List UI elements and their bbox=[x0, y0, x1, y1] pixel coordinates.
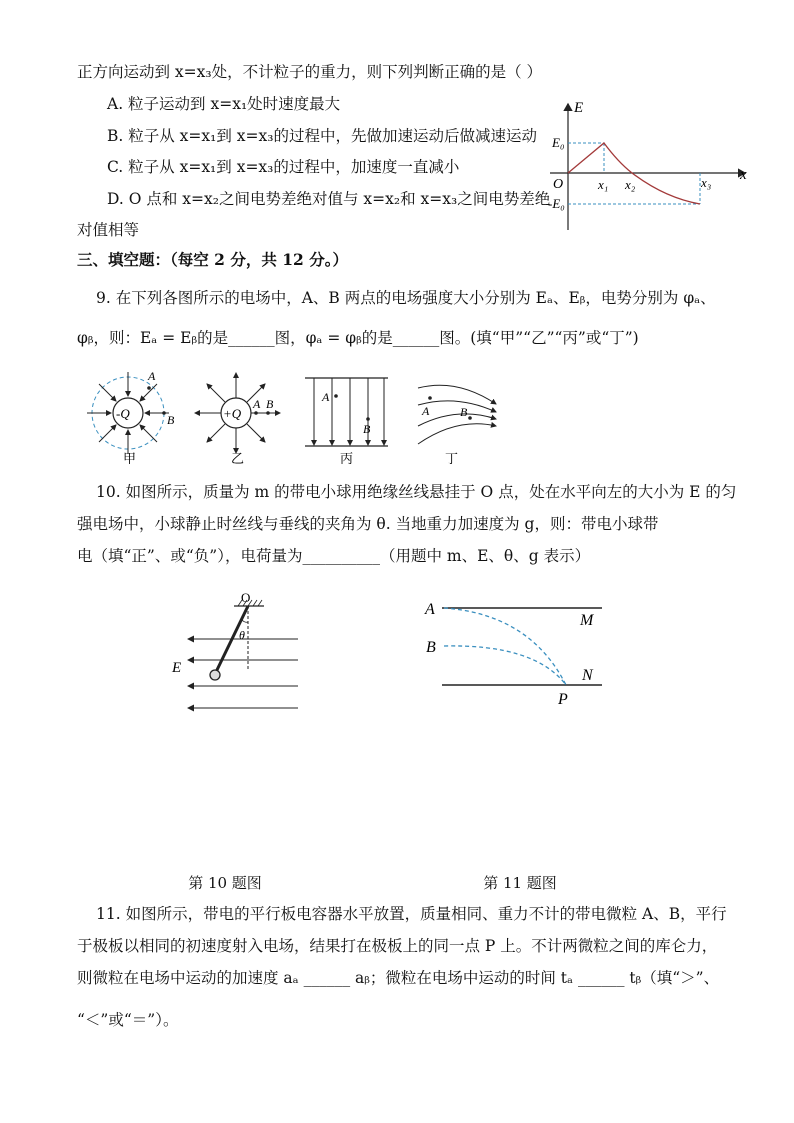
e0-label: E₀ bbox=[552, 135, 565, 150]
section-heading: 三、填空题：（每空 2 分，共 12 分。） bbox=[77, 250, 348, 269]
jia-caption: 甲 bbox=[123, 451, 137, 464]
neg-e0-label: -E₀ bbox=[548, 196, 565, 211]
jia-point-b: B bbox=[167, 413, 175, 427]
q8-option-c: C. 粒子从 x=x₁到 x=x₃的过程中，加速度一直减小 bbox=[107, 158, 460, 176]
bing-point-a: A bbox=[322, 390, 330, 404]
q8-stem-end: 正方向运动到 x=x₃处，不计粒子的重力，则下列判断正确的是（ ） bbox=[77, 63, 543, 81]
ding-point-a: A bbox=[422, 404, 430, 418]
pendulum-figure bbox=[168, 592, 308, 717]
jia-point-a: A bbox=[148, 369, 156, 383]
e-x-graph bbox=[540, 100, 755, 235]
fig-jia bbox=[85, 368, 175, 464]
x3-label: x₃ bbox=[701, 175, 712, 190]
bing-caption: 丙 bbox=[340, 451, 354, 464]
q8-option-b: B. 粒子从 x=x₁到 x=x₃的过程中，先做加速运动后做减速运动 bbox=[107, 127, 537, 145]
q11-line1: 11. 如图所示，带电的平行板电容器水平放置，质量相同、重力不计的带电微粒 A、B，平行 bbox=[96, 905, 727, 923]
plate-m-label: M bbox=[580, 612, 594, 629]
plate-n-label: N bbox=[582, 667, 593, 684]
x1-label: x₁ bbox=[598, 177, 609, 192]
charged-ball bbox=[210, 670, 220, 680]
point-p-label: P bbox=[558, 691, 568, 708]
point-b-label: B bbox=[426, 639, 436, 656]
fig10-caption: 第 10 题图 bbox=[188, 874, 262, 892]
origin-label: O bbox=[553, 177, 564, 192]
bing-point-b: B bbox=[363, 422, 371, 436]
q9-line2: φᵦ，则：Eₐ = Eᵦ的是______图，φₐ = φᵦ的是______图。(填“甲”“乙”“丙”或“丁”) bbox=[77, 329, 639, 347]
yi-point-b: B bbox=[266, 397, 274, 411]
capacitor-figure bbox=[420, 592, 610, 712]
q10-line3: 电（填“正”、或“负”），电荷量为__________（用题中 m、E、θ、g 表示） bbox=[77, 547, 591, 565]
q11-line2: 于极板以相同的初速度射入电场，结果打在极板上的同一点 P 上。不计两微粒之间的库仑力， bbox=[77, 937, 718, 955]
y-axis-label: E bbox=[574, 100, 584, 116]
theta-label: θ bbox=[239, 628, 245, 642]
fig-yi bbox=[190, 368, 285, 464]
q8-option-a: A. 粒子运动到 x=x₁处时速度最大 bbox=[107, 95, 341, 113]
q11-line3: 则微粒在电场中运动的加速度 aₐ ______ aᵦ；微粒在电场中运动的时间 tₐ ______ tᵦ（填“＞”、 bbox=[77, 969, 720, 987]
fig-ding bbox=[412, 372, 502, 464]
q8-option-d-cont: 对值相等 bbox=[77, 221, 140, 239]
field-e-label: E bbox=[172, 660, 182, 676]
point-a-label: A bbox=[425, 601, 435, 618]
q10-line1: 10. 如图所示，质量为 m 的带电小球用绝缘丝线悬挂于 O 点，处在水平向左的大小为 E 的匀 bbox=[96, 483, 737, 501]
pivot-o-label: O bbox=[241, 592, 251, 605]
yi-charge: +Q bbox=[223, 406, 242, 421]
ding-caption: 丁 bbox=[445, 451, 459, 464]
jia-charge: -Q bbox=[116, 406, 130, 421]
x2-label: x₂ bbox=[625, 177, 636, 192]
q8-option-d: D. O 点和 x=x₂之间电势差绝对值与 x=x₂和 x=x₃之间电势差绝 bbox=[107, 190, 551, 208]
x-axis-label: x bbox=[740, 167, 747, 183]
q10-line2: 强电场中，小球静止时丝线与垂线的夹角为 θ. 当地重力加速度为 g，则：带电小球带 bbox=[77, 515, 659, 533]
fig11-caption: 第 11 题图 bbox=[483, 874, 557, 892]
yi-point-a: A bbox=[253, 397, 261, 411]
q11-line4: “＜”或“＝”）。 bbox=[77, 1011, 179, 1029]
yi-caption: 乙 bbox=[231, 451, 245, 464]
ding-point-b: B bbox=[460, 405, 468, 419]
fig-bing bbox=[300, 372, 390, 464]
q9-line1: 9. 在下列各图所示的电场中，A、B 两点的电场强度大小分别为 Eₐ、Eᵦ，电势分别为 φₐ、 bbox=[96, 289, 716, 307]
